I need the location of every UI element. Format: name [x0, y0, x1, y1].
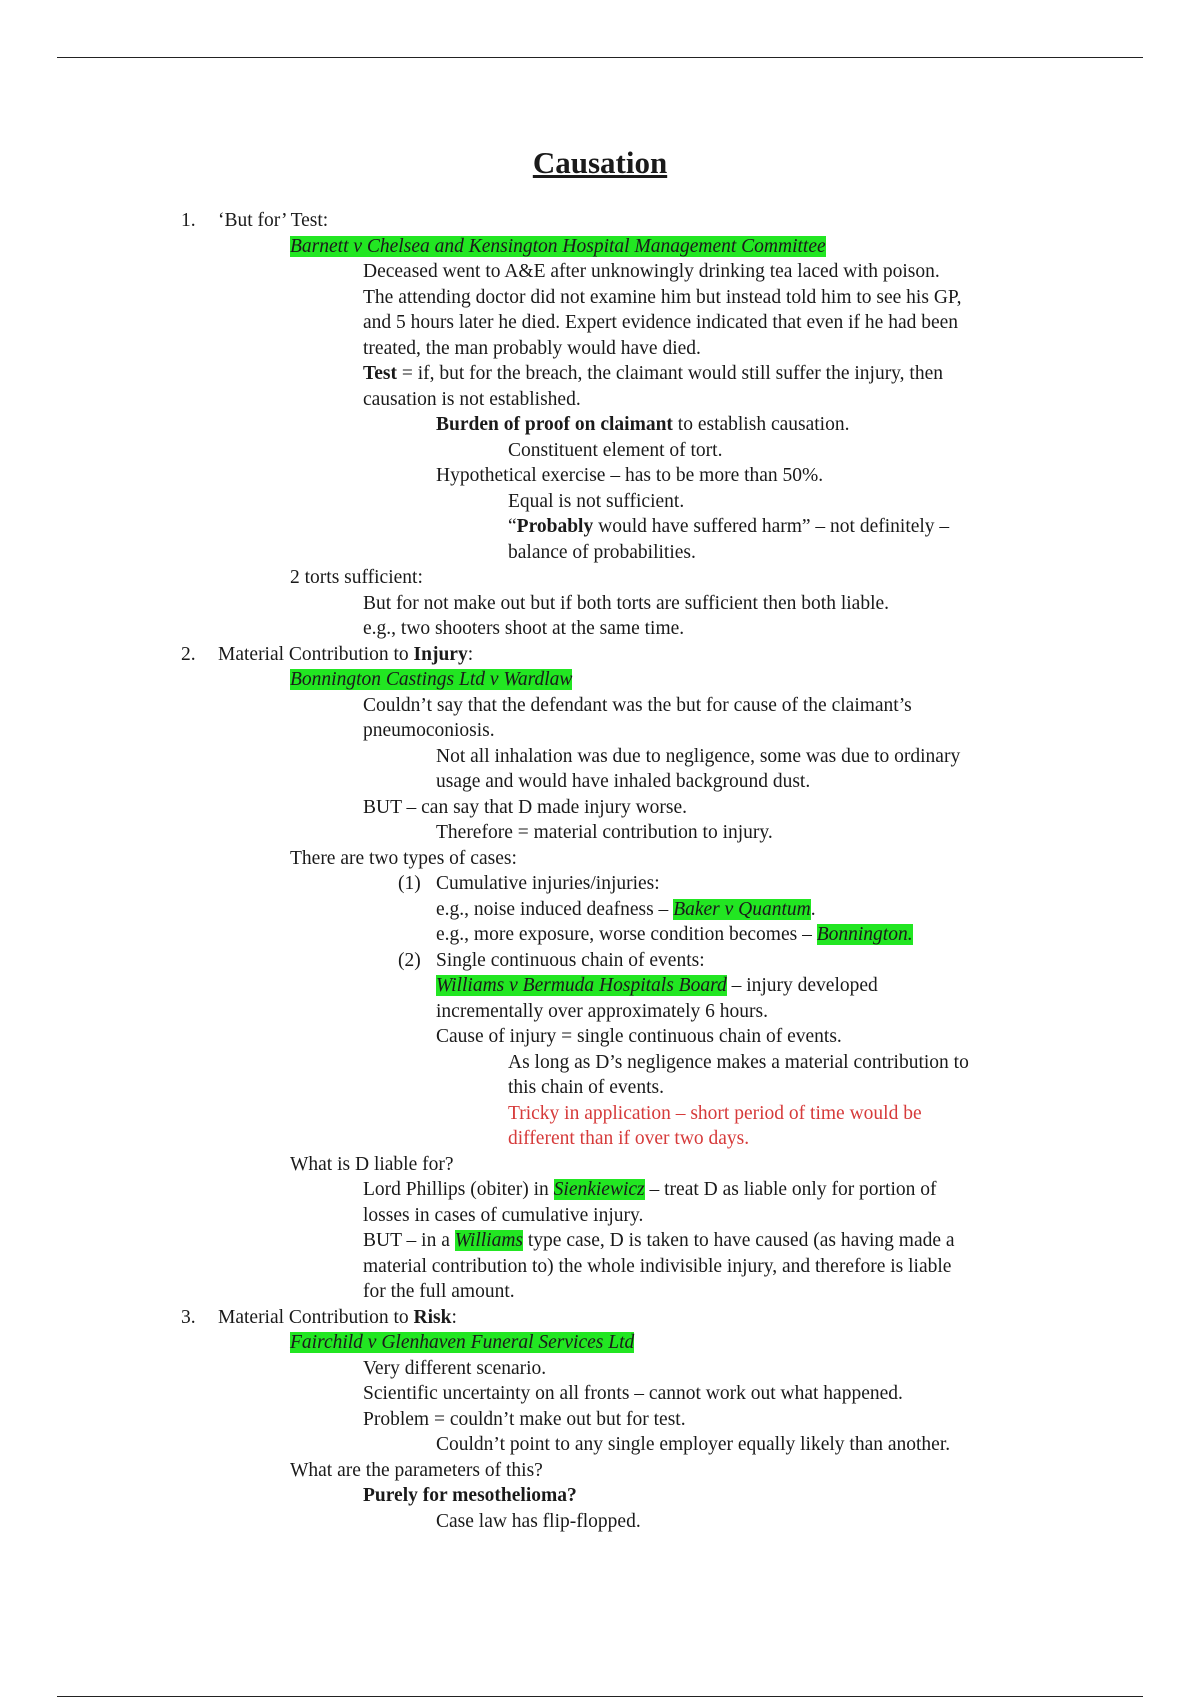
text-line: Hypothetical exercise – has to be more than 50%.	[436, 465, 824, 486]
text-line: incrementally over approximately 6 hours.	[436, 1000, 768, 1022]
text-line: material contribution to) the whole indivisible injury, and therefore is liable	[363, 1255, 952, 1277]
case-name	[0, 1330, 1200, 1356]
text-line: Williams v Bermuda Hospitals Board – injury developed	[436, 975, 878, 996]
case-highlight: Sienkiewicz	[553, 1179, 645, 1200]
text-line: Case law has flip-flopped.	[436, 1510, 641, 1532]
text-line: The attending doctor did not examine him but instead told him to see his GP,	[363, 286, 962, 308]
text-line: BUT – in a Williams type case, D is taken to have caused (as having made a	[363, 1230, 955, 1251]
header-rule	[57, 57, 1143, 58]
text-line: What are the parameters of this?	[290, 1459, 543, 1481]
text-line: Couldn’t say that the defendant was the but for cause of the claimant’s	[363, 694, 912, 716]
text-line: Scientific uncertainty on all fronts – cannot work out what happened.	[363, 1383, 903, 1404]
list-number: (1)	[398, 873, 421, 894]
text-line: What is D liable for?	[290, 1153, 454, 1175]
text-line: Equal is not sufficient.	[508, 490, 685, 512]
case-highlight: Williams v Bermuda Hospitals Board	[436, 975, 727, 996]
list-number: (2)	[398, 949, 421, 971]
text-line: There are two types of cases:	[290, 847, 517, 869]
section-2-heading: 2. Material Contribution to Injury:	[0, 642, 1200, 668]
case-highlight: Bonnington Castings Ltd v Wardlaw	[290, 669, 573, 690]
page-title: Causation	[532, 145, 668, 180]
text-line: causation is not established.	[363, 388, 581, 410]
text-line: balance of probabilities.	[508, 541, 696, 563]
case-highlight: Baker v Quantum	[673, 898, 811, 920]
text-line: Burden of proof on claimant to establish causation.	[436, 414, 850, 435]
text-line: BUT – can say that D made injury worse.	[363, 796, 688, 818]
text-line: pneumoconiosis.	[363, 720, 495, 741]
case-highlight: Barnett v Chelsea and Kensington Hospital Management Committee	[290, 235, 826, 257]
case-name	[0, 234, 1200, 260]
text-line: e.g., more exposure, worse condition becomes – Bonnington.	[436, 924, 913, 945]
section-number: 2.	[181, 643, 196, 665]
text-line: losses in cases of cumulative injury.	[363, 1204, 644, 1226]
text-line: Deceased went to A&E after unknowingly drinking tea laced with poison.	[363, 261, 940, 282]
text-line: Therefore = material contribution to injury.	[436, 822, 773, 843]
text-line: Very different scenario.	[363, 1357, 547, 1379]
text-line: As long as D’s negligence makes a material contribution to	[508, 1051, 969, 1073]
case-highlight: Williams	[454, 1230, 523, 1251]
text-line: e.g., two shooters shoot at the same time.	[363, 618, 685, 639]
case-highlight: Fairchild v Glenhaven Funeral Services Ltd	[290, 1332, 635, 1353]
text-line: for the full amount.	[363, 1281, 515, 1302]
text-line: 2 torts sufficient:	[290, 567, 423, 588]
red-note: Tricky in application – short period of time would be	[508, 1102, 922, 1124]
case-highlight: Bonnington.	[816, 924, 913, 945]
text-line: this chain of events.	[508, 1077, 664, 1098]
footer-rule	[57, 1696, 1143, 1697]
section-number: 3.	[181, 1306, 196, 1328]
text-line: Couldn’t point to any single employer equally likely than another.	[436, 1434, 951, 1455]
document-body	[0, 208, 1200, 1534]
text-line: Not all inhalation was due to negligence, some was due to ordinary	[436, 745, 961, 767]
section-1-heading: 1. ‘But for’ Test:	[0, 208, 1200, 234]
text-line: and 5 hours later he died. Expert evidence indicated that even if he had been	[363, 312, 959, 333]
list-item-1: (1) Cumulative injuries/injuries:	[0, 871, 1200, 897]
text-line: Problem = couldn’t make out but for test.	[363, 1408, 686, 1430]
section-number: 1.	[181, 210, 196, 231]
text-line: Lord Phillips (obiter) in Sienkiewicz – treat D as liable only for portion of	[363, 1179, 937, 1200]
section-3-heading: 3. Material Contribution to Risk:	[0, 1305, 1200, 1331]
text-line: Cause of injury = single continuous chain of events.	[436, 1026, 842, 1047]
text-line: Constituent element of tort.	[508, 439, 723, 461]
red-note: different than if over two days.	[508, 1128, 750, 1149]
case-name	[0, 667, 1200, 693]
text-line: Test = if, but for the breach, the claimant would still suffer the injury, then	[363, 363, 943, 384]
list-item-2: (2) Single continuous chain of events:	[0, 948, 1200, 974]
text-line: “Probably would have suffered harm” – not definitely –	[508, 516, 950, 537]
text-line: treated, the man probably would have died.	[363, 337, 701, 359]
text-line: usage and would have inhaled background dust.	[436, 771, 811, 792]
text-line: Purely for mesothelioma?	[363, 1485, 577, 1506]
text-line: But for not make out but if both torts are sufficient then both liable.	[363, 592, 890, 614]
text-line: e.g., noise induced deafness – Baker v Quantum.	[436, 898, 816, 920]
